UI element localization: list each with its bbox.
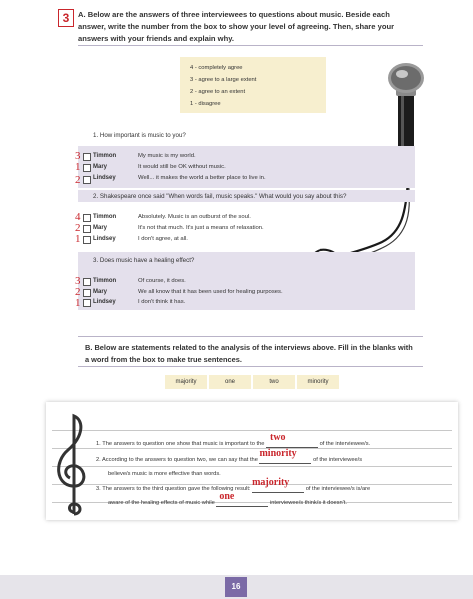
filled-answer: one [219, 491, 235, 502]
divider [78, 336, 423, 337]
rating-checkbox[interactable] [83, 236, 91, 244]
question-1-band [78, 146, 415, 188]
speaker-name: Timmon [93, 278, 117, 284]
word-box-item: two [253, 375, 295, 389]
divider [78, 366, 423, 367]
rating-written: 3 [75, 150, 81, 162]
rating-written: 1 [75, 161, 81, 173]
speaker-name: Mary [93, 289, 108, 295]
sentence-text: aware of the healing effects of music while [108, 500, 215, 506]
rating-checkbox[interactable] [83, 176, 91, 184]
word-box-item: minority [297, 375, 339, 389]
sentence-text: of the interviewee/s [313, 457, 363, 463]
filled-answer: minority [259, 448, 297, 459]
rating-checkbox[interactable] [83, 289, 91, 297]
rating-checkbox[interactable] [83, 278, 91, 286]
rating-written: 2 [75, 174, 81, 186]
task-a-instructions: A. Below are the answers of three interviewees to questions about music. Beside each answer, write the number from the box to show your level of agreeing. Then, share your answers with your friends and explain why. [78, 10, 395, 43]
blank-field[interactable] [266, 432, 318, 448]
blank-field[interactable] [252, 477, 304, 493]
rating-checkbox[interactable] [83, 153, 91, 161]
speaker-name: Mary [93, 164, 108, 170]
sentence-text: 1. The answers to question one show that music is important to the [96, 441, 265, 447]
staff-line [52, 430, 452, 431]
scale-item: 4 - completely agree [190, 65, 243, 71]
answer-text: My music is my world. [138, 153, 196, 159]
page-number: 16 [225, 577, 247, 597]
speaker-name: Lindsey [93, 299, 116, 305]
rating-checkbox[interactable] [83, 225, 91, 233]
speaker-name: Mary [93, 225, 108, 231]
rating-written: 4 [75, 211, 81, 223]
task-b-instructions: B. Below are statements related to the analysis of the interviews above. Fill in the blanks with a word from the box to make true sentences. [85, 343, 413, 364]
staff-line [52, 448, 452, 449]
question-2: 2. Shakespeare once said "When words fail, music speaks." What would you say about this? [93, 193, 347, 200]
word-box-item: one [209, 375, 251, 389]
filled-answer: majority [252, 477, 290, 488]
answer-text: I don't think it has. [138, 299, 186, 305]
speaker-name: Lindsey [93, 175, 116, 181]
answer-text: I don't agree, at all. [138, 236, 188, 242]
scale-item: 1 - disagree [190, 101, 221, 107]
scale-item: 2 - agree to an extent [190, 89, 246, 95]
rating-checkbox[interactable] [83, 164, 91, 172]
task-number: 3 [58, 9, 74, 27]
rating-written: 2 [75, 222, 81, 234]
rating-checkbox[interactable] [83, 299, 91, 307]
question-1: 1. How important is music to you? [93, 132, 186, 139]
answer-text: Absolutely. Music is an outburst of the soul. [138, 214, 251, 220]
sentence-2 [96, 448, 456, 464]
sentence-2-continued: believe/s music is more effective than words. [108, 471, 221, 477]
answer-text: Well... it makes the world a better place to live in. [138, 175, 266, 181]
rating-written: 2 [75, 286, 81, 298]
rating-written: 1 [75, 233, 81, 245]
answer-text: We all know that it has been used for healing purposes. [138, 289, 283, 295]
sentence-1 [96, 432, 446, 448]
rating-written: 1 [75, 297, 81, 309]
question-3: 3. Does music have a healing effect? [93, 257, 195, 264]
rating-checkbox[interactable] [83, 214, 91, 222]
blank-field[interactable] [216, 491, 268, 507]
sentence-3-continued [108, 491, 448, 507]
treble-clef-icon [52, 410, 92, 522]
answer-text: Of course, it does. [138, 278, 186, 284]
word-box-item: majority [165, 375, 207, 389]
sentence-text: of the interviewee/s. [319, 441, 371, 447]
filled-answer: two [270, 432, 286, 443]
sentence-text: interviewee/s think/s it doesn't. [269, 500, 347, 506]
speaker-name: Lindsey [93, 236, 116, 242]
sentence-3 [96, 477, 456, 493]
blank-field[interactable] [259, 448, 311, 464]
sentence-text: 3. The answers to the third question gave the following result: [96, 486, 251, 492]
scale-item: 3 - agree to a large extent [190, 77, 257, 83]
answer-text: It's not that much. It's just a means of relaxation. [138, 225, 264, 231]
sentence-text: 2. According to the answers to question two, we can say that the [96, 457, 258, 463]
speaker-name: Timmon [93, 214, 117, 220]
rating-written: 3 [75, 275, 81, 287]
answer-text: It would still be OK without music. [138, 164, 226, 170]
speaker-name: Timmon [93, 153, 117, 159]
sentence-text: of the interviewee/s is/are [305, 486, 371, 492]
divider [78, 45, 423, 46]
staff-line [52, 466, 452, 467]
